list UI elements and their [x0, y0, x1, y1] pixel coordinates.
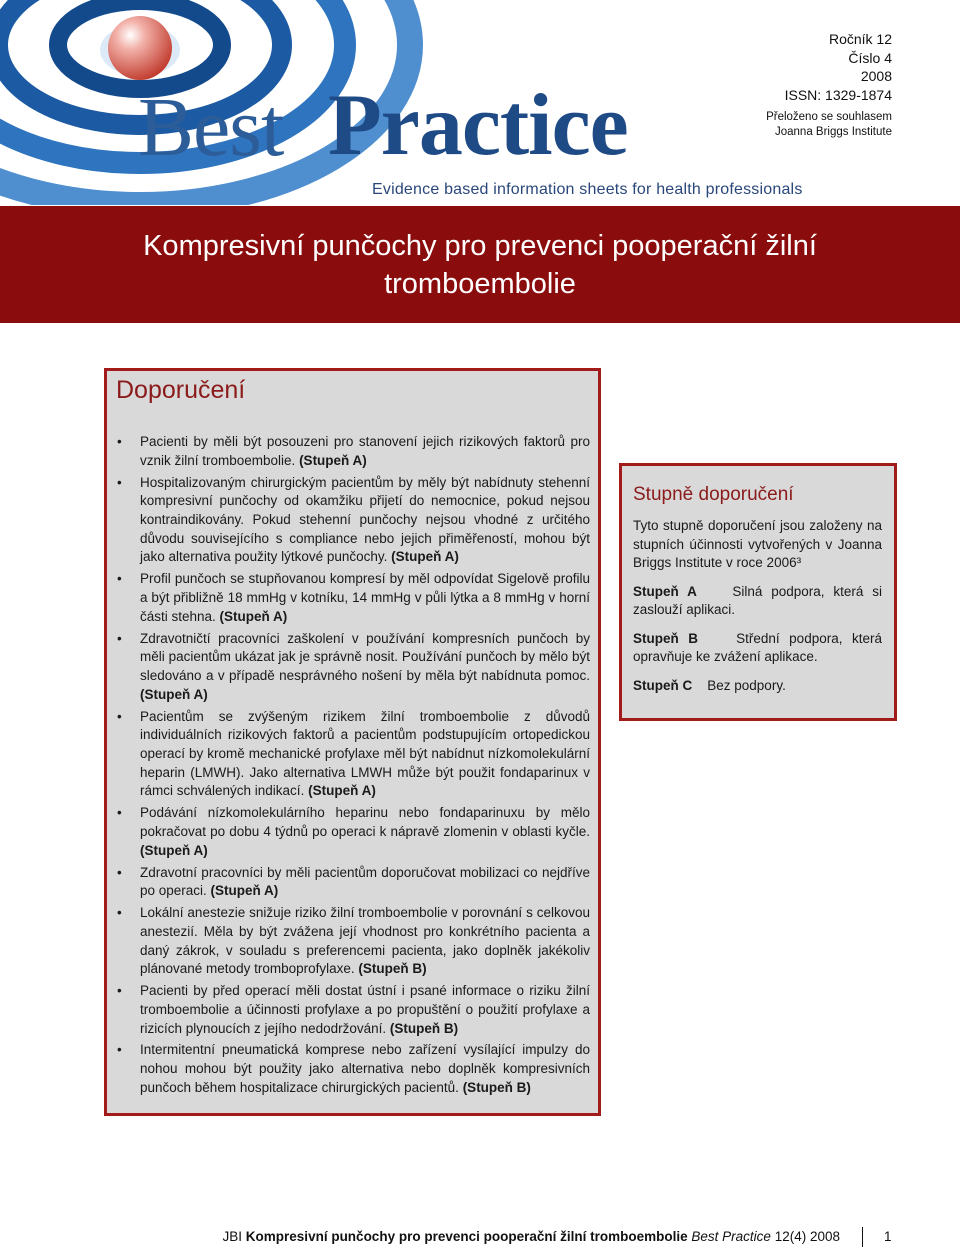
grade-label: (Stupeň B): [358, 961, 427, 977]
recommendation-text: Zdravotničtí pracovníci zaškolení v používání kompresních punčoch by měli pacientům ukázat jak je správně nosit. Používání punčoch by mělo být sledováno a v případě nesprávného nošení by měla být nabídnuta pomoc.: [140, 630, 590, 683]
issue-year: 2008: [860, 68, 892, 85]
grade-label: (Stupeň B): [462, 1079, 531, 1095]
bullet-icon: •: [117, 1042, 122, 1058]
logo-best-text: Best: [138, 81, 284, 174]
bullet-icon: •: [117, 983, 122, 999]
translation-note: Přeloženo se souhlasem: [766, 110, 892, 123]
bullet-icon: •: [117, 630, 122, 646]
logo-tagline: Evidence based information sheets for health professionals: [372, 181, 803, 198]
document-title: Kompresivní punčochy pro prevenci pooperační žilní tromboembolie: [143, 229, 817, 300]
recommendation-text: Profil punčoch se stupňovanou kompresí by měl odpovídat Sigelově profilu a být přibližně 18 mmHg v kotníku, 14 mmHg v půli lýtka a 8 mmHg v horní části stehna.: [140, 571, 590, 624]
issue-issn: ISSN: 1329-1874: [784, 87, 892, 104]
footer-series: Best Practice: [691, 1229, 771, 1244]
grades-box: [619, 463, 897, 721]
grade-c-entry: [633, 677, 882, 696]
recommendation-text: Pacienti by měli být posouzeni pro stanovení jejich rizikových faktorů pro vznik žilní tromboembolie.: [140, 434, 590, 468]
grades-intro: Tyto stupně doporučení jsou založeny na stupních účinnosti vytvořených v Joanna Briggs Institute v roce 2006³: [633, 518, 882, 570]
footer-org: JBI: [222, 1229, 243, 1244]
recommendation-item: [107, 570, 598, 626]
grade-label: (Stupeň B): [389, 1020, 459, 1036]
recommendation-text: Hospitalizovaným chirurgickým pacientům by měly být nabídnuty stehenní kompresivní punčochy od okamžiku přijetí do nemocnice, pokud nejsou kontraindikovány. Pokud stehenní punčochy nejsou vhodné z určitého důvodu souvisejícího s compliance nebo jejich přiměřeností, mohou být jako alternativa použity lýtkové punčochy.: [140, 474, 590, 565]
grade-c-desc: Bez podpory.: [707, 677, 786, 693]
grade-label: (Stupeň A): [140, 686, 208, 702]
grade-b-desc: Střední podpora, která opravňuje ke zvážení aplikace.: [633, 630, 882, 664]
title-band: [0, 206, 960, 323]
bullet-icon: •: [117, 905, 122, 921]
footer-separator: [862, 1227, 863, 1247]
grade-c-label: Stupeň C: [633, 677, 693, 693]
grade-b-entry: [633, 630, 882, 667]
recommendations-box: [104, 368, 601, 1116]
bullet-icon: •: [117, 805, 122, 821]
bullet-icon: •: [117, 571, 122, 587]
bullet-icon: •: [117, 864, 122, 880]
recommendation-item: [107, 864, 598, 901]
grade-a-desc: Silná podpora, která si zaslouží aplikaci.: [633, 583, 882, 617]
grade-label: (Stupeň A): [308, 783, 376, 799]
recommendation-text: Pacienti by před operací měli dostat ústní i psané informace o riziku žilní tromboembolie a účinnosti profylaxe a po propuštění o použití profylaxe a rizicích plynoucích z jejího nedodržování.: [140, 983, 590, 1036]
recommendation-item: [107, 904, 598, 979]
recommendation-item: [107, 804, 598, 860]
logo-practice-text: Practice: [328, 77, 628, 174]
page-number: 1: [884, 1229, 892, 1244]
bullet-icon: •: [117, 708, 122, 724]
grades-heading: Stupně doporučení: [633, 484, 794, 505]
recommendation-text: Podávání nízkomolekulárního heparinu nebo fondaparinuxu by mělo pokračovat po dobu 4 týdnů po operaci k nápravě zlomenin v oblasti kyčle.: [140, 805, 590, 839]
recommendations-list: [107, 433, 598, 1101]
grade-a-entry: [633, 583, 882, 620]
grade-label: (Stupeň A): [391, 549, 459, 565]
grade-label: (Stupeň A): [140, 842, 208, 858]
grade-label: (Stupeň A): [210, 883, 279, 899]
grade-label: (Stupeň A): [219, 608, 288, 624]
recommendation-item: [107, 474, 598, 568]
recommendation-item: [107, 708, 598, 802]
recommendations-heading: Doporučení: [116, 376, 246, 404]
issue-number: Číslo 4: [848, 49, 892, 66]
recommendation-item: [107, 982, 598, 1038]
recommendation-text: Lokální anestezie snižuje riziko žilní tromboembolie v porovnání s celkovou anestezií. Měla by být zvážena její vhodnost pro konkrétního pacienta a daný zákrok, v souladu s preferencemi pacienta, jako doplněk jakékoliv plánované metody tromboprofylaxe.: [140, 905, 590, 977]
grade-a-label: Stupeň A: [633, 583, 697, 599]
recommendation-text: Zdravotní pracovníci by měli pacientům doporučovat mobilizaci co nejdříve po operaci.: [140, 864, 590, 899]
issue-volume: Ročník 12: [828, 31, 892, 47]
footer-citation: [223, 1229, 840, 1244]
issue-info: [766, 30, 892, 140]
recommendation-text: Intermitentní pneumatická komprese nebo zařízení vysílající impulzy do nohou mohou být použity jako alternativa nebo doplněk kompresivních punčoch během hospitalizace chirurgických pacientů.: [140, 1042, 590, 1095]
grade-b-label: Stupeň B: [633, 630, 699, 646]
bullet-icon: •: [117, 434, 122, 449]
institute-name: Joanna Briggs Institute: [775, 125, 892, 138]
bullet-icon: •: [117, 474, 122, 490]
footer-title: Kompresivní punčochy pro prevenci pooperační žilní tromboembolie: [245, 1229, 688, 1244]
footer-issue: 12(4) 2008: [774, 1229, 840, 1244]
grade-label: (Stupeň A): [299, 452, 367, 468]
recommendation-item: [107, 1041, 598, 1097]
recommendation-text: Pacientům se zvýšeným rizikem žilní tromboembolie z důvodů individuálních rizikových faktorů a pacientům podstupujícím ortopedickou operací by kromě mechanické profylaxe měl být nabídnut nízkomolekulární heparin (LMWH). Jako alternativa LMWH může být použit fondaparinux v rámci schválených indikací.: [140, 708, 590, 799]
recommendation-item: [107, 433, 598, 470]
recommendation-item: [107, 630, 598, 705]
